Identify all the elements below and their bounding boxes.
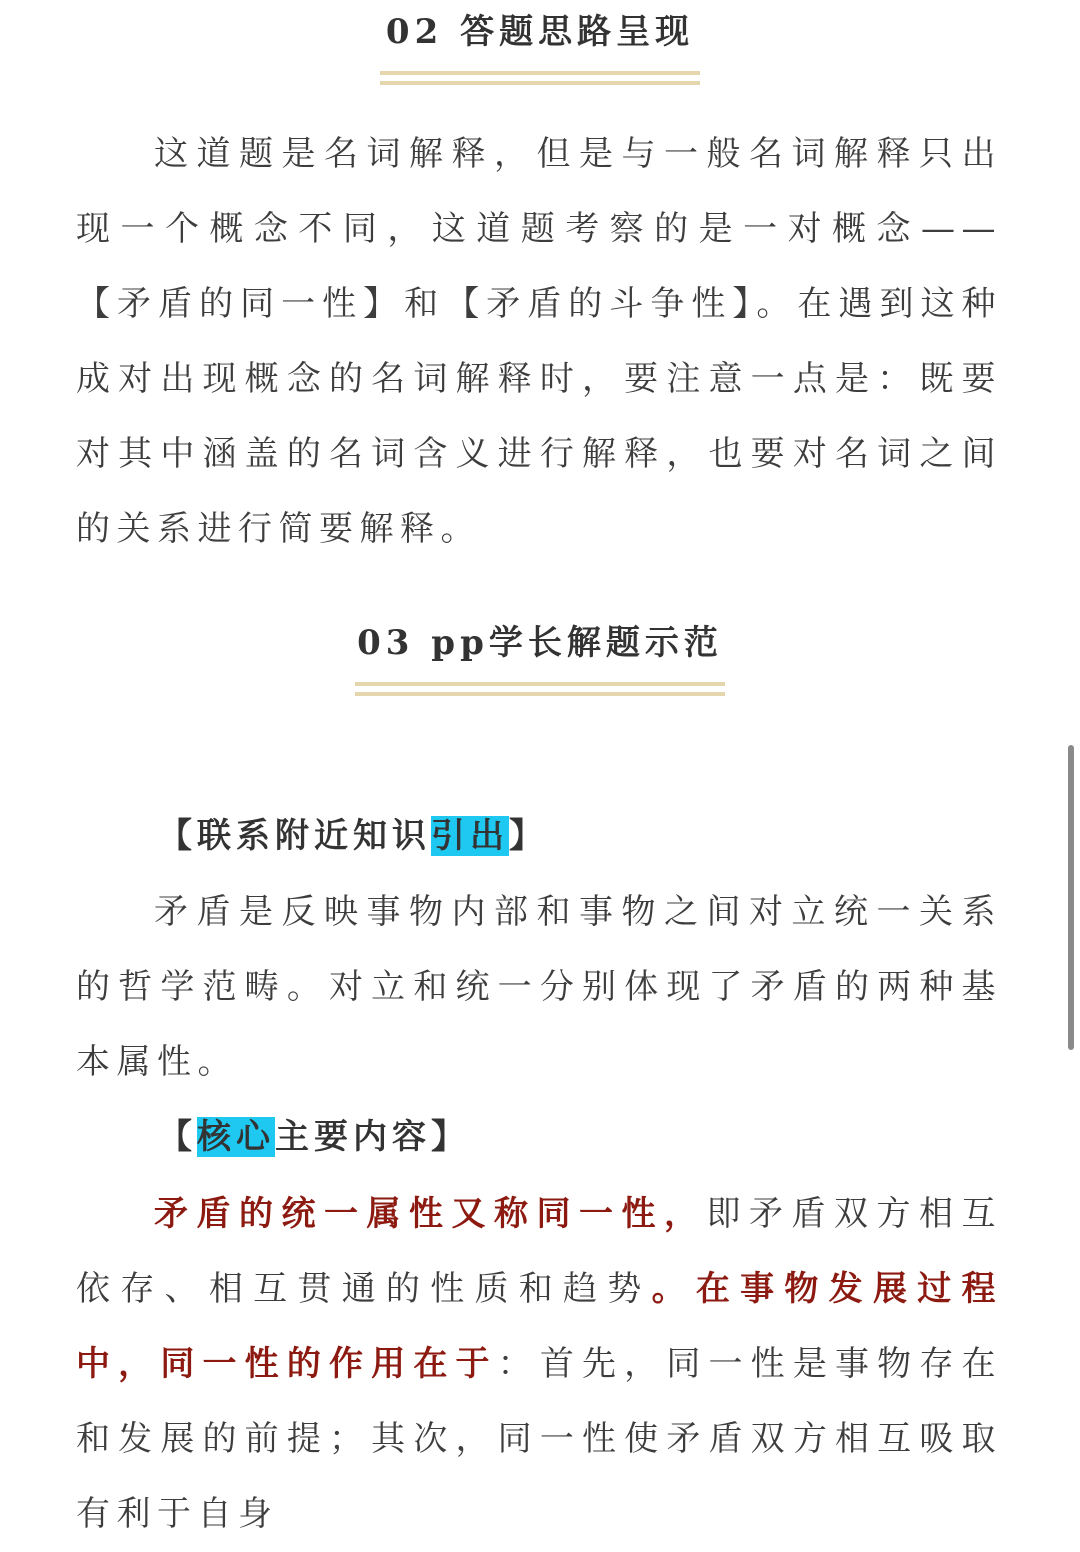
paragraph-text: 这道题是名词解释，但是与一般名词解释只出现一个概念不同，这道题考察的是一对概念——【矛盾的同一性】和【矛盾的斗争性】。在遇到这种成对出现概念的名词解释时，要注意一点是：既要对其中涵盖的名词含义进行解释，也要对名词之间的关系进行简要解释。 xyxy=(76,134,1002,549)
sub-heading-context xyxy=(158,812,548,860)
heading-text: 【 xyxy=(158,1117,197,1157)
sub-heading-core xyxy=(158,1113,470,1161)
highlighted-text: 引出 xyxy=(431,816,509,856)
scrollbar-thumb[interactable] xyxy=(1068,745,1074,1050)
heading-text: 】 xyxy=(509,816,548,856)
paragraph-text: 矛盾是反映事物内部和事物之间对立统一关系的哲学范畴。对立和统一分别体现了矛盾的两种基本属性。 xyxy=(76,892,1002,1082)
highlighted-text: 核心 xyxy=(197,1117,275,1157)
title-divider xyxy=(380,71,700,87)
emphasis-text: 矛盾的统一属性又称同一性， xyxy=(152,1194,707,1234)
emphasis-text: 。在事物发展过程中，同一性的作用在于 xyxy=(76,1269,1003,1384)
answer-approach-paragraph xyxy=(76,117,1002,567)
paragraph-text: ：首先，同一性是事物存在和发展的前提；其次，同一性使矛盾双方相互吸取有利于自身 xyxy=(76,1344,1003,1534)
section-title-02: 02 答题思路呈现 xyxy=(385,12,695,52)
identity-paragraph xyxy=(76,1177,1002,1552)
definition-paragraph xyxy=(76,875,1002,1100)
title-divider xyxy=(355,682,725,698)
section-title-03: 03 pp学长解题示范 xyxy=(357,623,723,663)
paragraph-text: 即矛盾双方相互依存、相互贯通的性质和趋势 xyxy=(76,1194,1002,1309)
heading-text: 主要内容】 xyxy=(275,1117,470,1157)
heading-text: 【联系附近知识 xyxy=(158,816,431,856)
